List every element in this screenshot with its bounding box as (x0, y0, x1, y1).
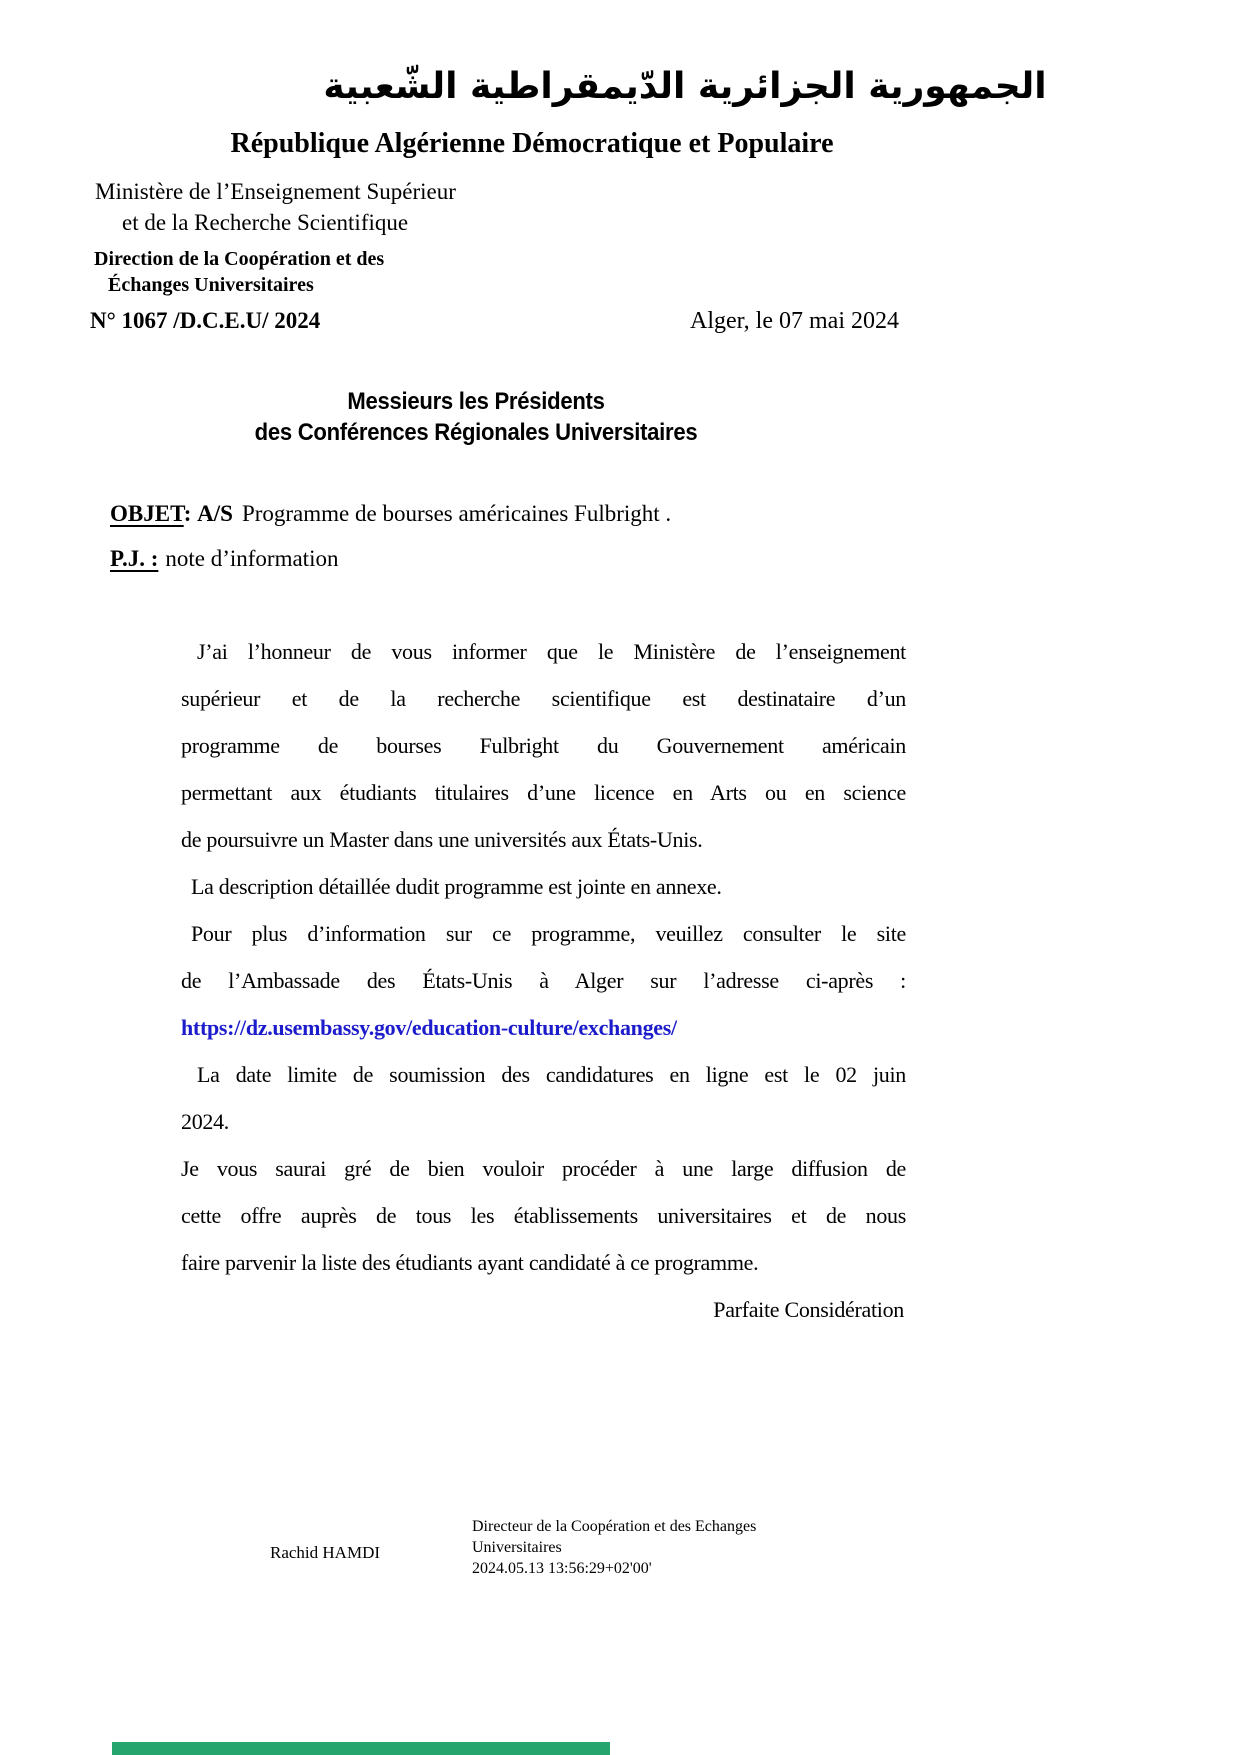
signature-block (472, 1516, 756, 1579)
addressee-line-2: des Conférences Régionales Universitaires (254, 419, 698, 446)
body-line: Je vous saurai gré de bien vouloir procéder à une large diffusion de (181, 1156, 906, 1181)
subject-text: Programme de bourses américaines Fulbright . (241, 501, 672, 526)
body-line: de l’Ambassade des États-Unis à Alger sur l’adresse ci-après : (181, 968, 906, 993)
ministry-line-1: Ministère de l’Enseignement Supérieur (95, 179, 456, 204)
body-line: La description détaillée dudit programme est jointe en annexe. (191, 874, 722, 899)
addressee-block (38, 386, 1179, 448)
subject-colon: : (183, 501, 192, 526)
body-line: 2024. (181, 1109, 230, 1134)
body-line: faire parvenir la liste des étudiants ayant candidaté à ce programme. (181, 1250, 759, 1275)
body-line: permettant aux étudiants titulaires d’une licence en Arts ou en science (181, 780, 906, 805)
direction-line-2: Échanges Universitaires (108, 274, 314, 296)
addressee-line-1: Messieurs les Présidents (347, 388, 605, 415)
ministry-line-2: et de la Recherche Scientifique (122, 210, 409, 235)
body-line: La date limite de soumission des candidatures en ligne est le 02 juin (197, 1062, 906, 1087)
signer-title-line-1: Directeur de la Coopération et des Echanges (472, 1518, 757, 1535)
body-line: supérieur et de la recherche scientifique est destinataire d’un (181, 686, 906, 711)
attachment-text: note d’information (165, 546, 339, 571)
footer-accent-bar (112, 1742, 610, 1755)
closing-formula: Parfaite Considération (713, 1297, 904, 1322)
body-line: cette offre auprès de tous les établissements universitaires et de nous (181, 1203, 906, 1228)
attachment-label: P.J. : (110, 546, 159, 571)
body-line: de poursuivre un Master dans une universités aux États-Unis. (181, 827, 703, 852)
signer-title-line-2: Universitaires (472, 1539, 562, 1556)
subject-label: OBJET (110, 501, 184, 526)
ministry-block (95, 176, 456, 238)
body-line: J’ai l’honneur de vous informer que le Ministère de l’enseignement (197, 639, 906, 664)
attachment-line (110, 546, 338, 572)
place-and-date: Alger, le 07 mai 2024 (690, 308, 899, 334)
subject-as-label: A/S (197, 501, 233, 526)
title-arabic: الجمهورية الجزائرية الدّيمقراطية الشّعبية (323, 66, 1047, 107)
body-line: Pour plus d’information sur ce programme, veuillez consulter le site (191, 921, 906, 946)
letter-body (181, 628, 906, 1333)
body-line: programme de bourses Fulbright du Gouvernement américain (181, 733, 906, 758)
body-line (181, 1004, 906, 1051)
reference-number: N° 1067 /D.C.E.U/ 2024 (90, 308, 321, 333)
title-french: République Algérienne Démocratique et Populaire (230, 128, 834, 159)
signature-timestamp: 2024.05.13 13:56:29+02'00' (472, 1560, 652, 1577)
subject-line (110, 501, 671, 527)
direction-block (94, 246, 384, 298)
signer-name: Rachid HAMDI (270, 1543, 381, 1562)
direction-line-1: Direction de la Coopération et des (94, 248, 385, 270)
embassy-link[interactable]: https://dz.usembassy.gov/education-culture/exchanges/ (181, 1015, 677, 1040)
